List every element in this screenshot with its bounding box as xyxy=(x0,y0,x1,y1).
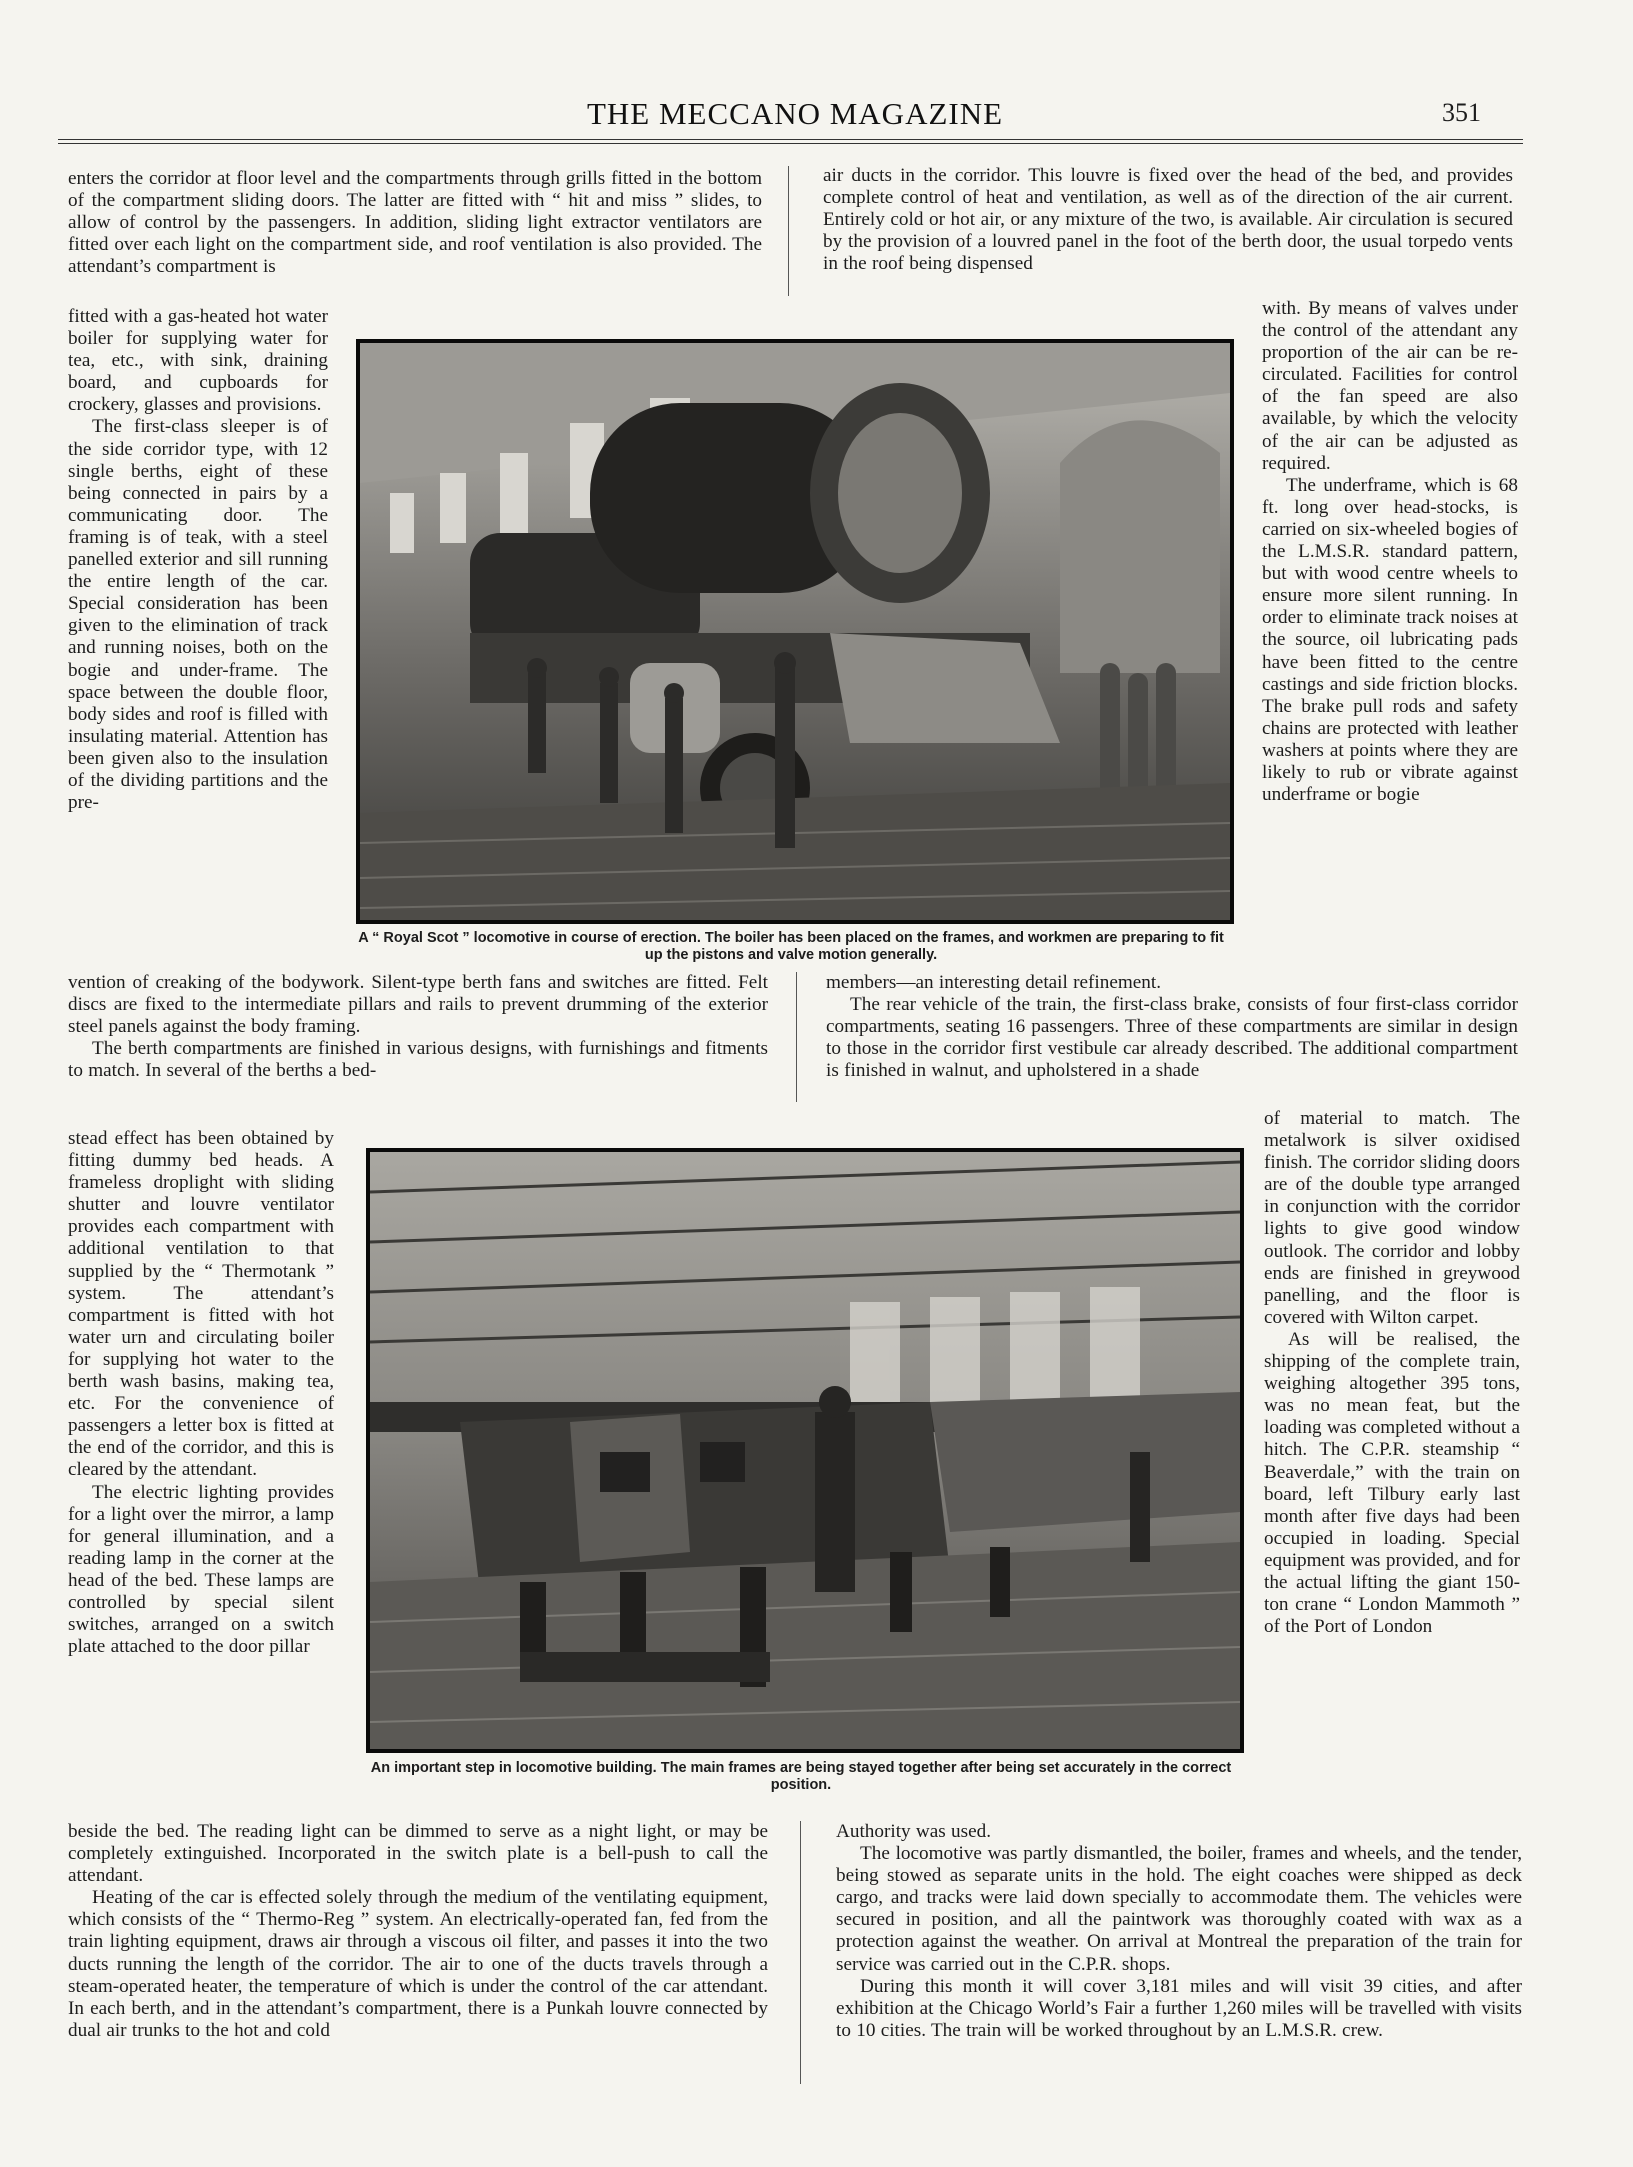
paragraph: During this month it will cover 3,181 miles and will visit 39 cities, and after exhibition at the Chicago World’s Fair a further 1,260 miles will be travelled with visits to 10 cities. The train will be worked throughout by an L.M.S.R. crew. xyxy=(836,1975,1522,2041)
column-divider-middle xyxy=(796,972,797,1102)
paragraph: of material to match. The metalwork is silver oxidised finish. The corridor sliding doors are of the double type arranged in conjunction with the corridor lights to give good window outlook. The corridor and lobby ends are finished in greywood panelling, and the floor is covered with Wilton carpet. xyxy=(1264,1108,1520,1328)
text-block-bottom-right xyxy=(836,1821,1522,2042)
paragraph: The first-class sleeper is of the side corridor type, with 12 single berths, eight of these being connected in pairs by a communicating door. The framing is of teak, with a steel panelled exterior and sill running the entire length of the car. Special consideration has been given to the elimination of track and running noises, both on the bogie and under-frame. The space between the double floor, body sides and roof is filled with insulating material. Attention has been given also to the insulation of the dividing partitions and the pre- xyxy=(68,416,328,814)
photo-main-frames xyxy=(366,1148,1244,1753)
text-block-top-right xyxy=(823,165,1513,275)
text-block-narrow-right-2 xyxy=(1264,1108,1520,1638)
main-frames-image xyxy=(370,1152,1240,1749)
photo1-caption: A “ Royal Scot ” locomotive in course of erection. The boiler has been placed on the frames, and workmen are preparing to fit up the pistons and valve motion generally. xyxy=(358,930,1224,963)
paragraph: with. By means of valves under the control of the attendant any proportion of the air can be re-circulated. Facilities for control of the fan speed are also available, by which the velocity of the air can be adjusted as required. xyxy=(1262,298,1518,474)
header-rule-bottom xyxy=(58,143,1523,144)
paragraph: Authority was used. xyxy=(836,1821,992,1842)
text-block-narrow-right-1 xyxy=(1262,298,1518,806)
paragraph: The underframe, which is 68 ft. long over head-stocks, is carried on six-wheeled bogies of the L.M.S.R. standard pattern, but with wood centre wheels to ensure more silent running. In order to eliminate track noises at the source, oil lubricating pads have been fitted to the centre castings and side friction blocks. The brake pull rods and safety chains are protected with leather washers at points where they are likely to rub or vibrate against underframe or bogie xyxy=(1262,474,1518,806)
paragraph: fitted with a gas-heated hot water boiler for supplying water for tea, etc., with sink, draining board, and cupboards for crockery, glasses and provisions. xyxy=(68,306,328,416)
text-block-mid-right xyxy=(826,972,1518,1082)
paragraph: air ducts in the corridor. This louvre is fixed over the head of the bed, and provides complete control of heat and ventilation, as well as of the direction of the air current. Entirely cold or hot air, or any mixture of the two, is available. Air circulation is secured by the provision of a louvred panel in the foot of the berth door, the usual torpedo vents in the roof being dispensed xyxy=(823,165,1513,275)
header-rule-top xyxy=(58,139,1523,140)
paragraph: The electric lighting provides for a light over the mirror, a lamp for general illumination, and a reading lamp in the corner at the head of the bed. These lamps are controlled by special silent switches, arranged on a switch plate attached to the door pillar xyxy=(68,1481,334,1658)
paragraph: vention of creaking of the bodywork. Silent-type berth fans and switches are fitted. Felt discs are fixed to the intermediate pillars and rails to prevent drumming of the exterior steel panels against the body framing. xyxy=(68,972,768,1038)
paragraph: As will be realised, the shipping of the complete train, weighing altogether 395 tons, was no mean feat, but the loading was completed without a hitch. The C.P.R. steamship “ Beaverdale,” with the train on board, left Tilbury early last month after five days had been occupied in loading. Special equipment was provided, and for the actual lifting the giant 150-ton crane “ London Mammoth ” of the Port of London xyxy=(1264,1328,1520,1638)
text-block-top-left xyxy=(68,168,762,278)
column-divider-bottom xyxy=(800,1821,801,2084)
photo-royal-scot-locomotive xyxy=(356,339,1234,924)
page-number: 351 xyxy=(1442,98,1481,127)
text-block-mid-left xyxy=(68,972,768,1082)
magazine-title: THE MECCANO MAGAZINE xyxy=(586,96,1004,131)
text-block-narrow-left-1 xyxy=(68,306,328,814)
paragraph: enters the corridor at floor level and the compartments through grills fitted in the bottom of the compartment sliding doors. The latter are fitted with “ hit and miss ” slides, to allow of control by the passengers. In addition, sliding light extractor ventilators are fitted over each light on the compartment side, and roof ventilation is also provided. The attendant’s compartment is xyxy=(68,168,762,278)
paragraph: The rear vehicle of the train, the first-class brake, consists of four first-class corridor compartments, seating 16 passengers. Three of these compartments are similar in design to those in the corridor first vestibule car already described. The additional compartment is finished in walnut, and upholstered in a shade xyxy=(826,994,1518,1082)
paragraph: beside the bed. The reading light can be dimmed to serve as a night light, or may be completely extinguished. Incorporated in the switch plate is a bell-push to call the attendant. xyxy=(68,1821,768,1887)
locomotive-erection-image xyxy=(360,343,1230,920)
paragraph: stead effect has been obtained by fitting dummy bed heads. A frameless droplight with sliding shutter and louvre ventilator provides each compartment with additional ventilation to that supplied by the “ Thermotank ” system. The attendant’s compartment is fitted with hot water urn and circulating boiler for supplying hot water to the berth wash basins, making tea, etc. For the convenience of passengers a letter box is fitted at the end of the corridor, and this is cleared by the attendant. xyxy=(68,1128,334,1481)
paragraph: The locomotive was partly dismantled, the boiler, frames and wheels, and the tender, being stowed as separate units in the hold. The eight coaches were shipped as deck cargo, and tracks were laid down specially to accommodate them. The vehicles were secured in position, and all the paintwork was thoroughly coated with wax as a protection against the weather. On arrival at Montreal the preparation of the train for service was carried out in the C.P.R. shops. xyxy=(836,1843,1522,1975)
photo2-caption: An important step in locomotive building. The main frames are being stayed together after being set accurately in the correct position. xyxy=(370,1760,1232,1793)
paragraph: members—an interesting detail refinement. xyxy=(826,972,1162,993)
paragraph: The berth compartments are finished in various designs, with furnishings and fitments to match. In several of the berths a bed- xyxy=(68,1038,768,1082)
text-block-bottom-left xyxy=(68,1821,768,2042)
text-block-narrow-left-2 xyxy=(68,1128,334,1658)
paragraph: Heating of the car is effected solely through the medium of the ventilating equipment, which consists of the “ Thermo-Reg ” system. An electrically-operated fan, fed from the train lighting equipment, draws air through a viscous oil filter, and passes it into the two ducts running the length of the corridor. The air to one of the ducts travels through a steam-operated heater, the temperature of which is under the control of the car attendant. In each berth, and in the attendant’s compartment, there is a Punkah louvre connected by dual air trunks to the hot and cold xyxy=(68,1887,768,2041)
column-divider-top xyxy=(788,166,789,296)
